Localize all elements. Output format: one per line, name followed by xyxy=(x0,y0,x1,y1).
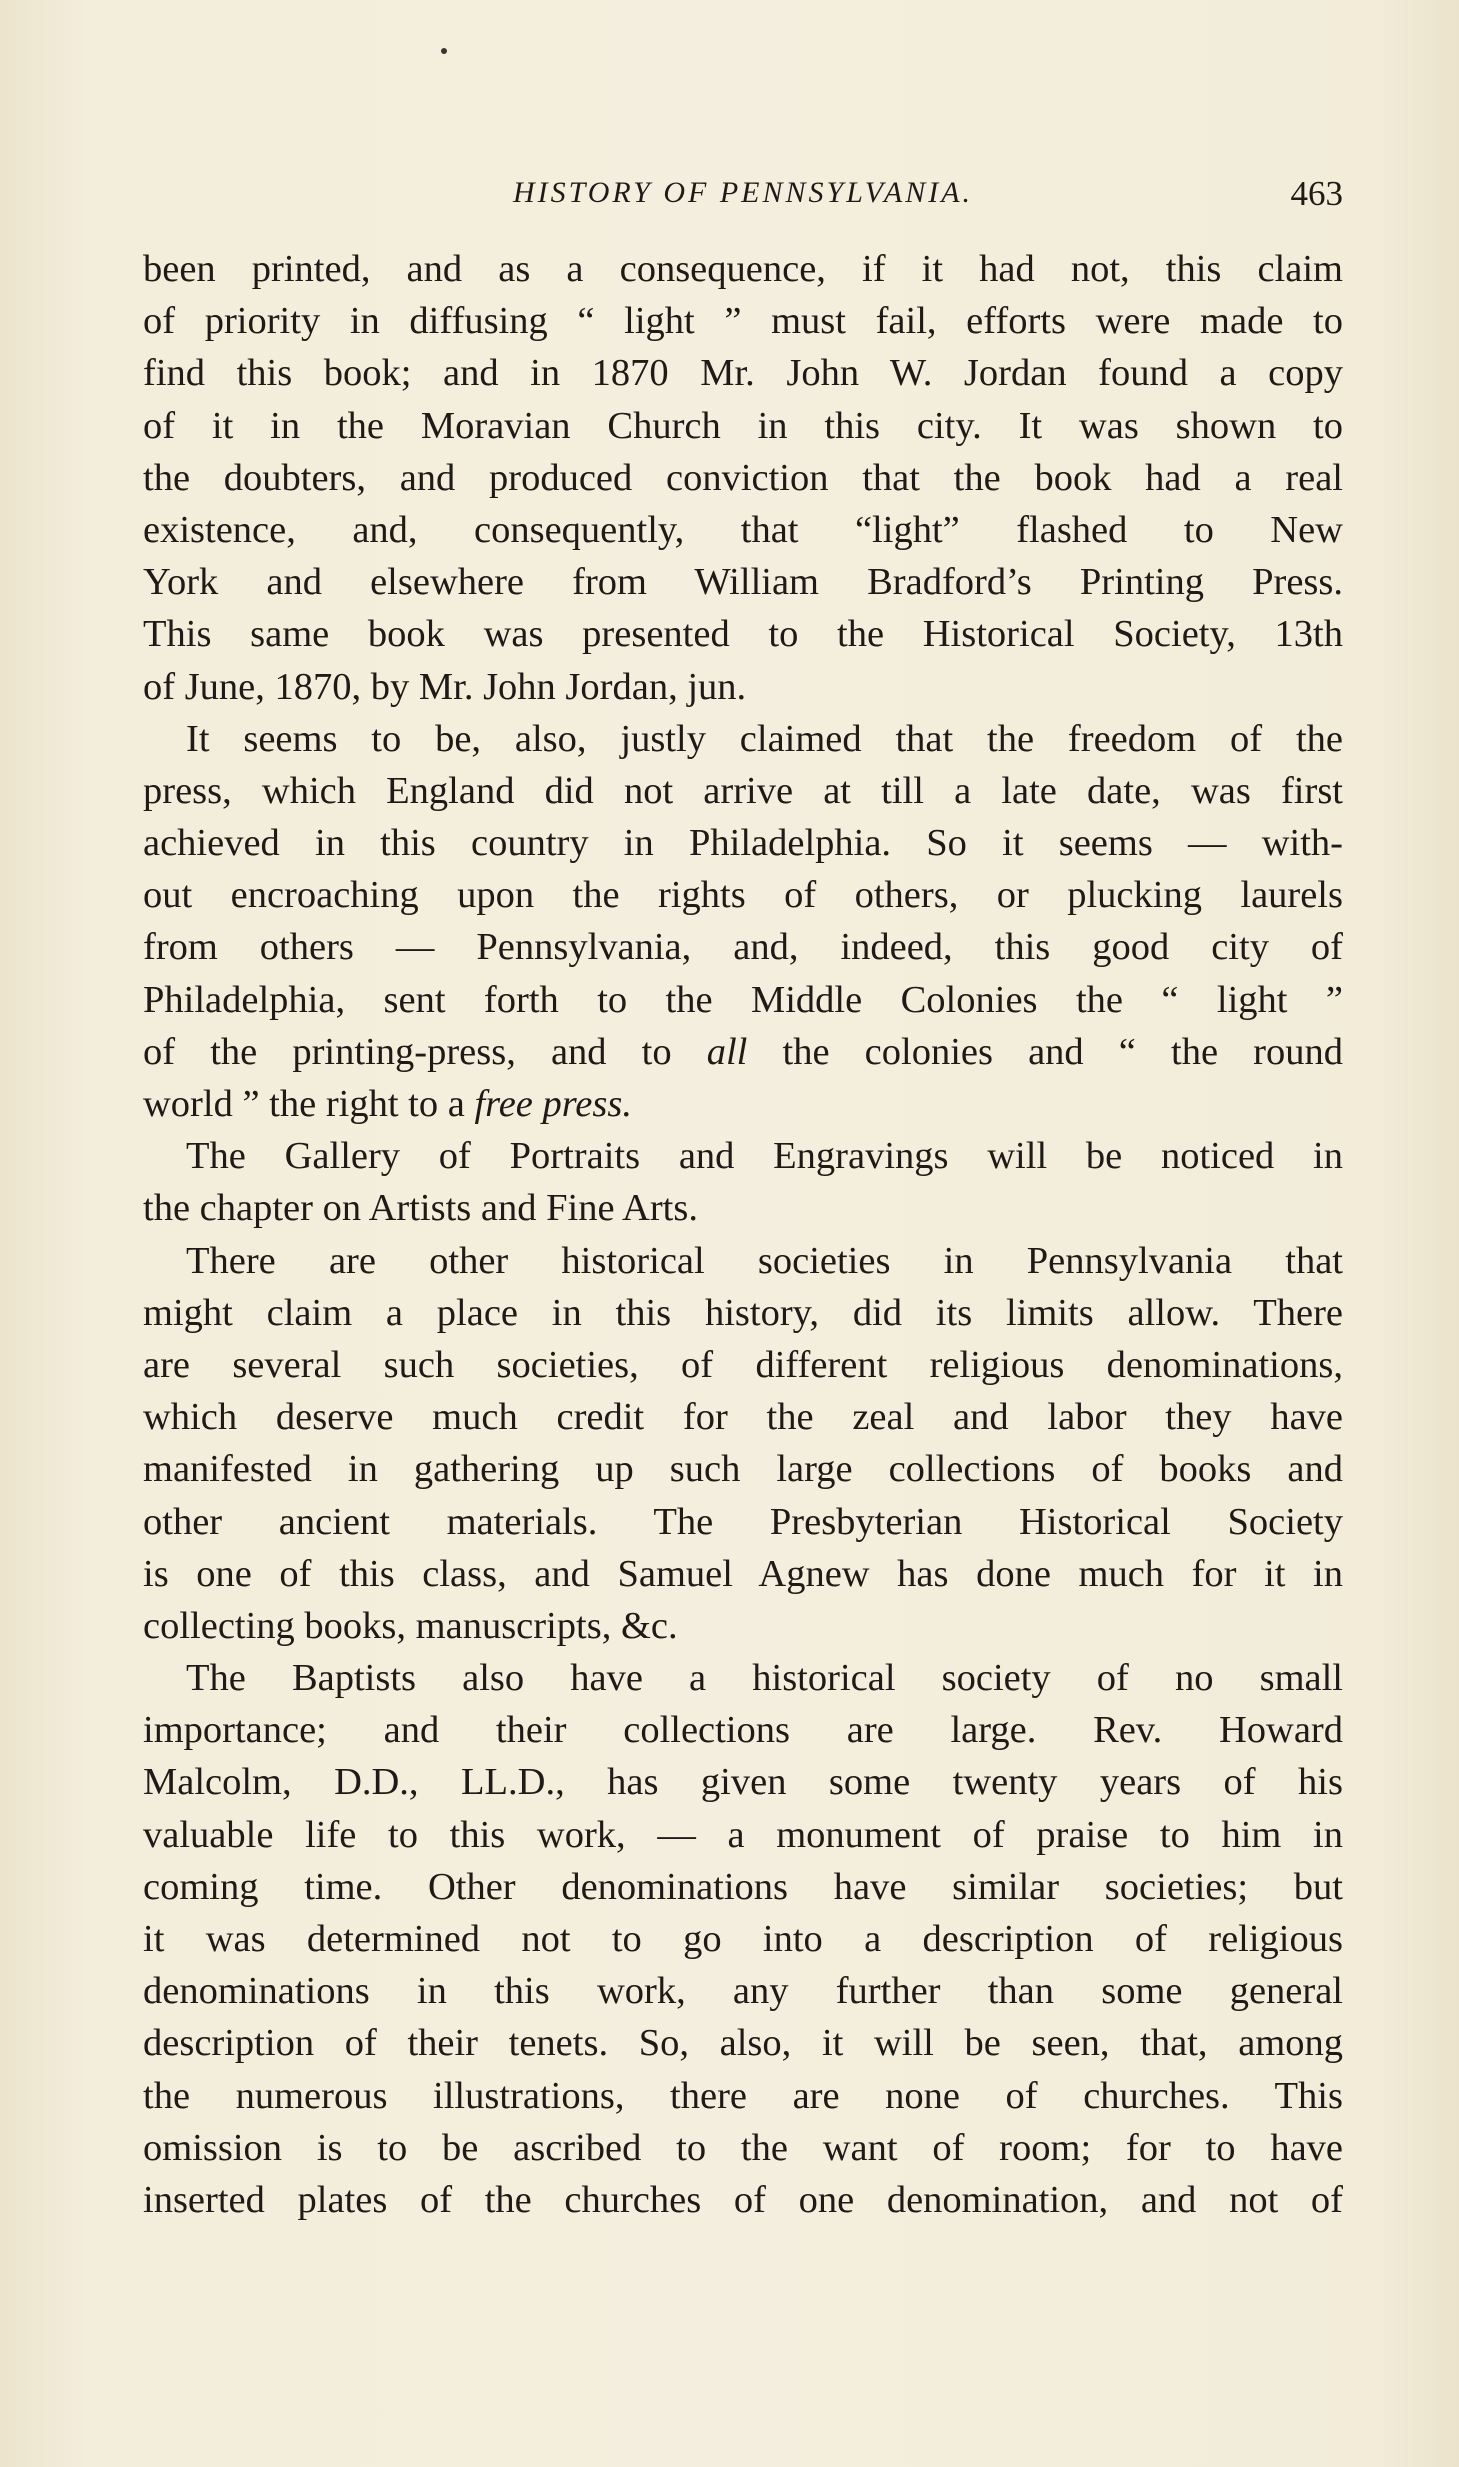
text-line: omission is to be ascribed to the want of room; for to have xyxy=(143,2126,1343,2169)
page-number: 463 xyxy=(1290,174,1343,213)
text-line: it was determined not to go into a description of religious xyxy=(143,1918,1343,1960)
text-line: the doubters, and produced conviction that the book had a real xyxy=(143,456,1343,499)
text-line: importance; and their collections are large. Rev. Howard xyxy=(143,1709,1343,1752)
text-line: valuable life to this work, — a monument of praise to him in xyxy=(143,1813,1343,1856)
text-line: other ancient materials. The Presbyterian Historical Society xyxy=(143,1500,1343,1543)
text-line: press, which England did not arrive at till a late date, was first xyxy=(143,769,1343,812)
text-line: This same book was presented to the Historical Society, 13th xyxy=(143,613,1343,656)
text-line: It seems to be, also, justly claimed that the freedom of the xyxy=(186,717,1343,760)
text-line: coming time. Other denominations have similar societies; but xyxy=(143,1865,1343,1908)
text-line: achieved in this country in Philadelphia. So it seems — with- xyxy=(143,822,1343,865)
text-line: There are other historical societies in Pennsylvania that xyxy=(186,1239,1343,1282)
text-line: manifested in gathering up such large collections of books and xyxy=(143,1448,1343,1491)
text-line: are several such societies, of different religious denominations, xyxy=(143,1343,1343,1386)
text-line: Philadelphia, sent forth to the Middle Colonies the “ light ” xyxy=(143,978,1343,1021)
text-line: Malcolm, D.D., LL.D., has given some twenty years of his xyxy=(143,1761,1343,1804)
page-header xyxy=(143,172,1343,222)
running-title: HISTORY OF PENNSYLVANIA. xyxy=(512,176,974,209)
text-line: denominations in this work, any further than some general xyxy=(143,1970,1343,2013)
text-line: inserted plates of the churches of one denomination, and not of xyxy=(143,2178,1343,2221)
text-line: York and elsewhere from William Bradford’s Printing Press. xyxy=(143,561,1343,604)
italic-emphasis: free press. xyxy=(474,1083,632,1125)
text-line: the chapter on Artists and Fine Arts. xyxy=(143,1187,698,1230)
text-line: collecting books, manuscripts, &c. xyxy=(143,1604,678,1647)
text-line: from others — Pennsylvania, and, indeed, this good city of xyxy=(143,926,1343,969)
italic-emphasis: all xyxy=(706,1030,748,1073)
body-text xyxy=(143,243,1343,2226)
text-line: been printed, and as a consequence, if it had not, this claim xyxy=(143,248,1343,290)
text-line: of priority in diffusing “ light ” must fail, efforts were made to xyxy=(143,300,1343,343)
text-line: which deserve much credit for the zeal and labor they have xyxy=(143,1396,1343,1439)
text-line: existence, and, consequently, that “light” flashed to New xyxy=(143,508,1343,551)
text-line: out encroaching upon the rights of others, or plucking laurels xyxy=(143,874,1343,917)
text-line: of it in the Moravian Church in this city. It was shown to xyxy=(143,404,1343,447)
text-line: description of their tenets. So, also, it will be seen, that, among xyxy=(143,2022,1343,2065)
ink-speck xyxy=(441,48,447,54)
text-line: The Gallery of Portraits and Engravings will be noticed in xyxy=(186,1135,1343,1178)
text-line: find this book; and in 1870 Mr. John W. Jordan found a copy xyxy=(143,352,1343,395)
text-line-with-italic: of the printing-press, and to all the colonies and “ the round xyxy=(143,1030,1343,1073)
text-line-with-italic: world ” the right to a free press. xyxy=(143,1083,632,1125)
text-line: might claim a place in this history, did its limits allow. There xyxy=(143,1291,1343,1334)
text-line: the numerous illustrations, there are none of churches. This xyxy=(143,2074,1343,2117)
text-line: is one of this class, and Samuel Agnew has done much for it in xyxy=(143,1552,1343,1595)
text-line: of June, 1870, by Mr. John Jordan, jun. xyxy=(143,665,747,708)
text-line: The Baptists also have a historical society of no small xyxy=(186,1657,1343,1700)
